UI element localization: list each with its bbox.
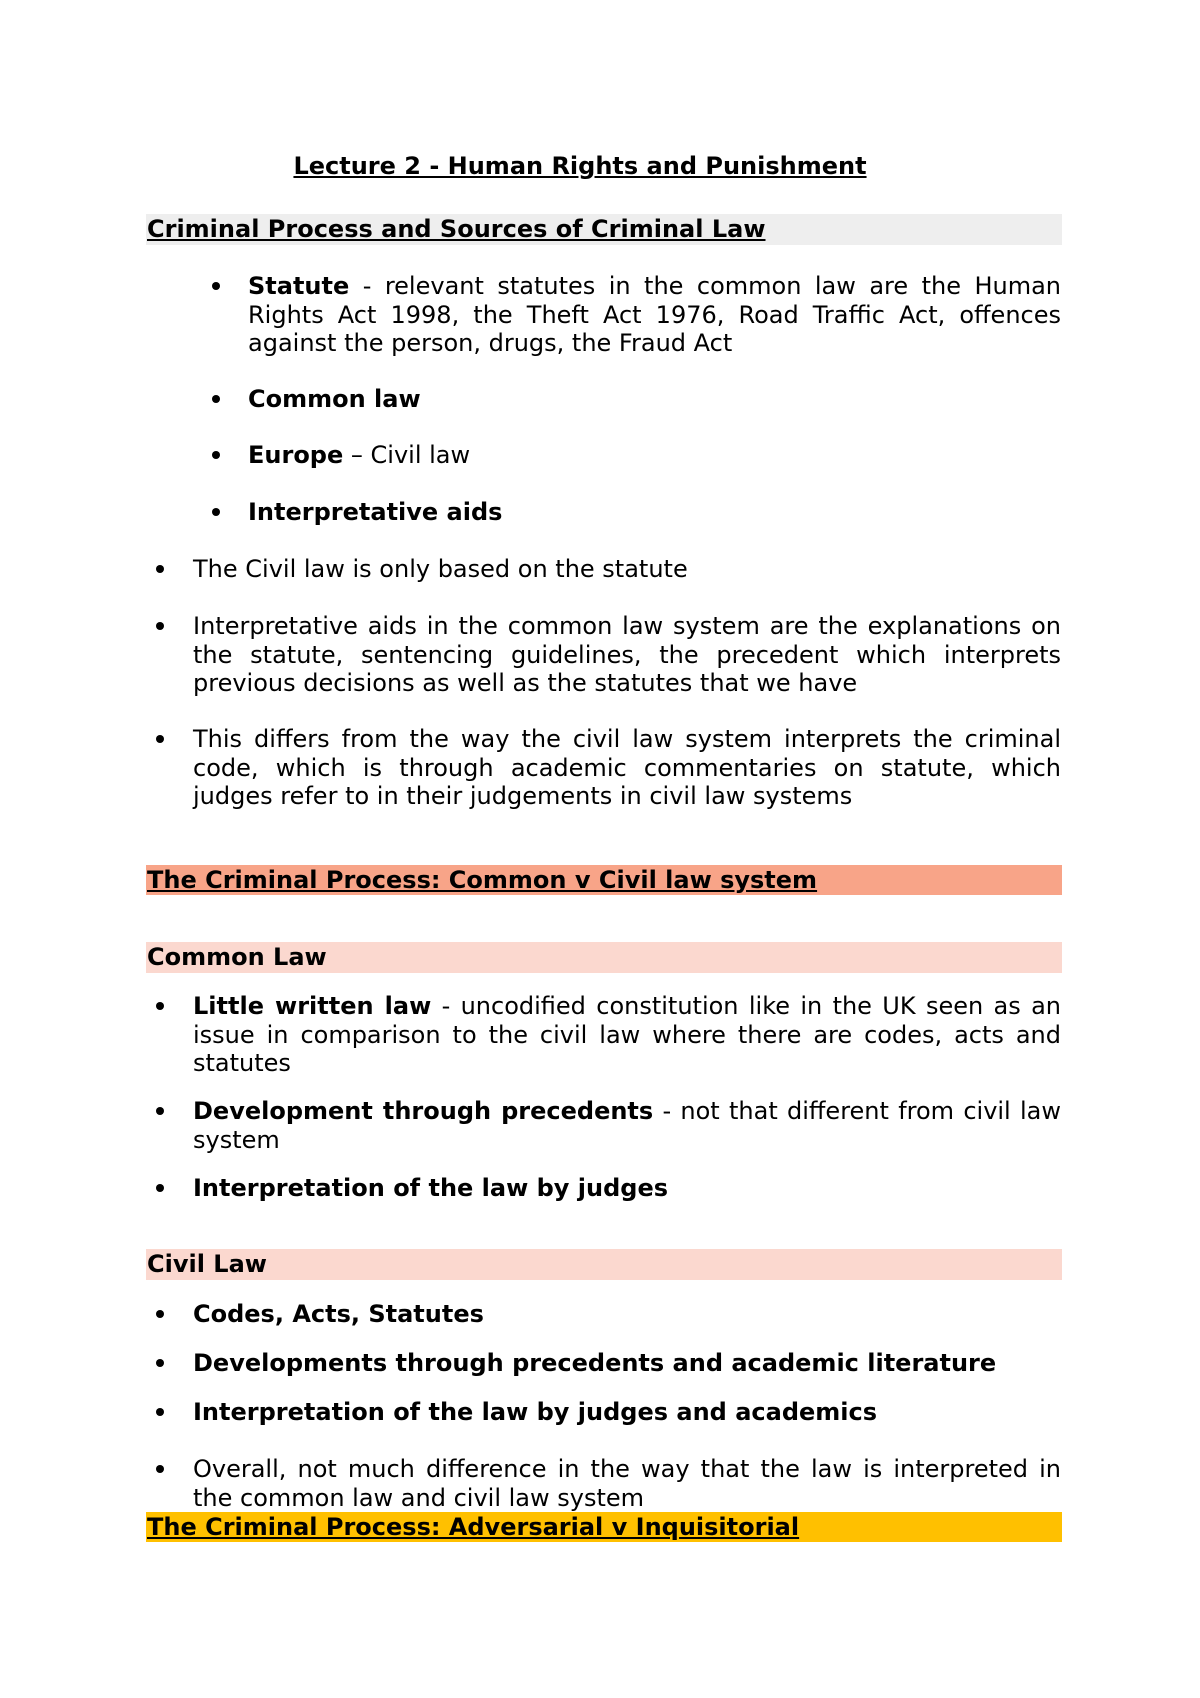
bullet-icon [156, 1465, 164, 1473]
bullet-bold: Statute [248, 272, 350, 300]
subheading-civil-law [146, 1249, 1062, 1280]
bullet-icon [212, 508, 220, 516]
bullet-text: The Civil law is only based on the statute [193, 555, 688, 583]
bullet-text: – Civil law [343, 441, 471, 469]
bullet-bold: Developments through precedents and academic literature [193, 1349, 997, 1377]
bullet-icon [156, 1184, 164, 1192]
bullet-icon [156, 1002, 164, 1010]
bullet-icon [212, 451, 220, 459]
bullet-icon [212, 282, 220, 290]
bullet-bold: Europe [248, 441, 344, 469]
bullet-icon [156, 622, 164, 630]
bullet-icon [212, 395, 220, 403]
bullet-bold: Interpretative aids [248, 498, 503, 526]
section-heading-adversarial-text: The Criminal Process: Adversarial v Inquisitorial [147, 1513, 800, 1541]
bullet-text: - not that different from civil law system [193, 1097, 1062, 1154]
page-title: Lecture 2 - Human Rights and Punishment [293, 152, 867, 180]
bullet-bold: Common law [248, 385, 421, 413]
section-heading-sources [146, 214, 1062, 245]
bullet-icon [156, 1310, 164, 1318]
bullet-text: - relevant statutes in the common law are the Human Rights Act 1998, the Theft Act 1976, Road Traffic Act, offences against the person, drugs, the Fraud Act [248, 272, 1061, 357]
bullet-icon [156, 1408, 164, 1416]
section-heading-sources-text: Criminal Process and Sources of Criminal Law [147, 215, 766, 243]
subheading-civil-law-text: Civil Law [147, 1250, 267, 1278]
bullet-icon [156, 1359, 164, 1367]
bullet-text: Interpretative aids in the common law system are the explanations on the statute, sentencing guidelines, the precedent which interprets previous decisions as well as the statutes that we have [193, 612, 1061, 697]
bullet-text: - uncodified constitution like in the UK seen as an issue in comparison to the civil law where there are codes, acts and statutes [193, 992, 1061, 1077]
bullet-icon [156, 1107, 164, 1115]
section-heading-common-v-civil [146, 865, 1062, 895]
subheading-common-law-text: Common Law [147, 943, 327, 971]
bullet-text: Overall, not much difference in the way that the law is interpreted in the common law and civil law system [193, 1455, 1061, 1512]
bullet-icon [156, 565, 164, 573]
bullet-bold: Little written law [193, 992, 432, 1020]
section-heading-common-v-civil-text: The Criminal Process: Common v Civil law system [147, 866, 818, 894]
bullet-bold: Interpretation of the law by judges and academics [193, 1398, 878, 1426]
bullet-bold: Codes, Acts, Statutes [193, 1300, 484, 1328]
bullet-bold: Interpretation of the law by judges [193, 1174, 669, 1202]
bullet-text: This differs from the way the civil law system interprets the criminal code, which is through academic commentaries on statute, which judges refer to in their judgements in civil law systems [193, 725, 1061, 810]
subheading-common-law [146, 942, 1062, 973]
bullet-bold: Development through precedents [193, 1097, 654, 1125]
section-heading-adversarial [146, 1512, 1062, 1542]
bullet-icon [156, 735, 164, 743]
